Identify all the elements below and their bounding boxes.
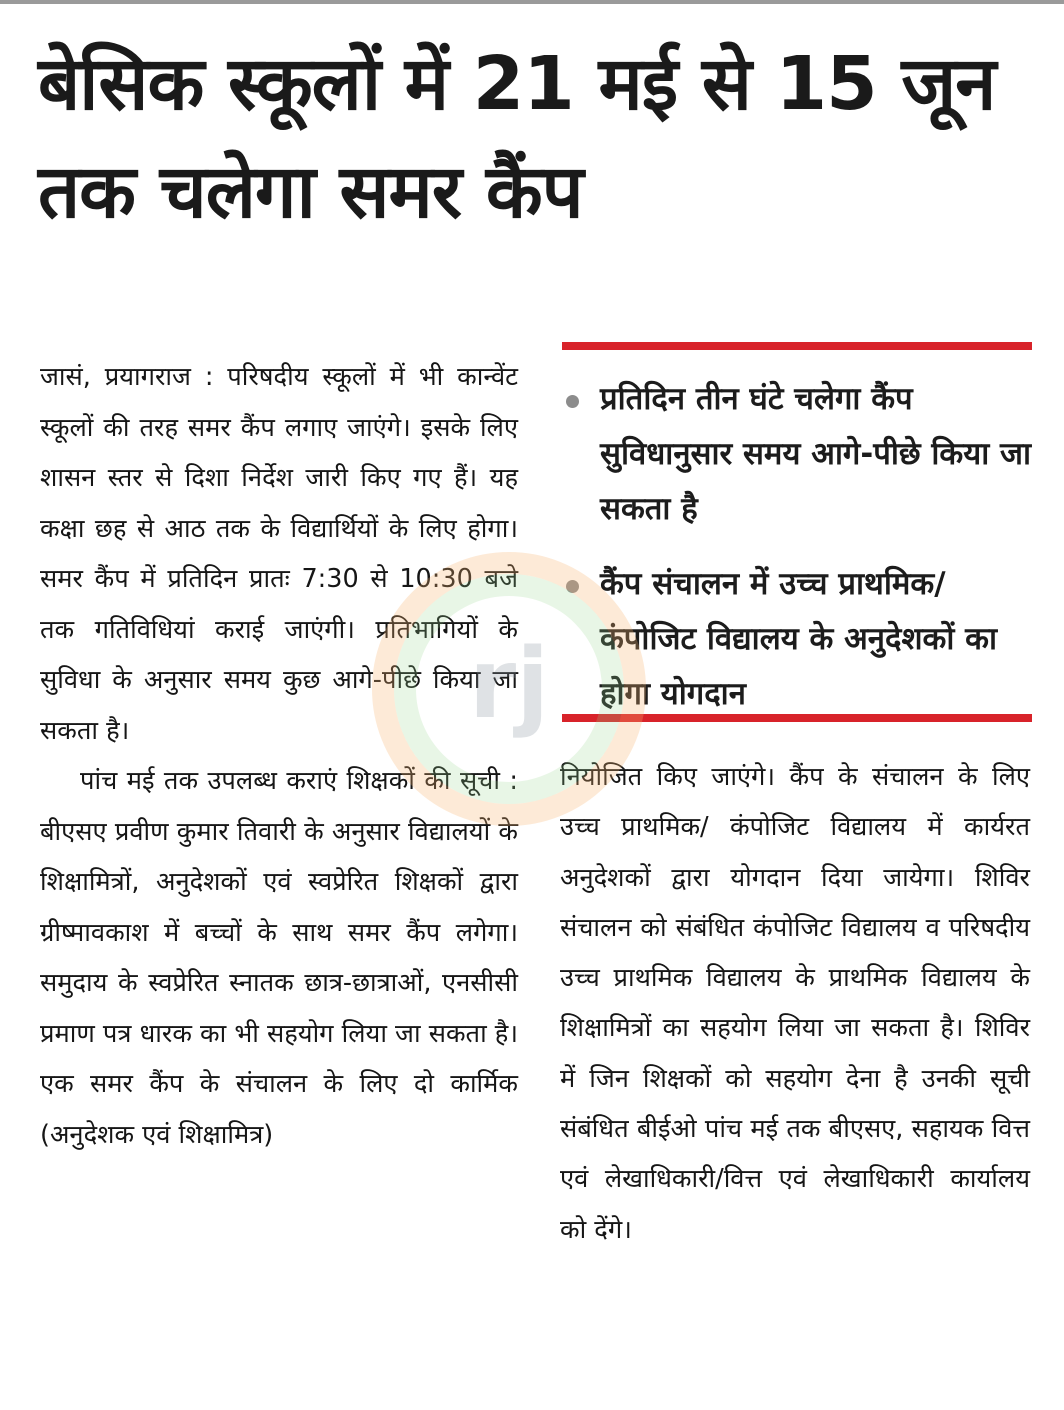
article-column-right bbox=[560, 752, 1030, 1255]
highlight-box bbox=[560, 372, 1032, 722]
article-paragraph-3: नियोजित किए जाएंगे। कैंप के संचालन के लिए उच्च प्राथमिक/ कंपोजिट विद्यालय में कार्यरत अनुदेशकों द्वारा योगदान दिया जायेगा। शिविर संचालन को संबंधित कंपोजिट विद्यालय व परिषदीय उच्च प्राथमिक विद्यालय के प्राथमिक विद्यालय के शिक्षामित्रों का सहयोग लिया जा सकता है। शिविर में जिन शिक्षकों को सहयोग देना है उनकी सूची संबंधित बीईओ पांच मई तक बीएसए, सहायक वित्त एवं लेखाधिकारी/वित्त एवं लेखाधिकारी कार्यालय को देंगे। bbox=[560, 762, 1030, 1245]
article-paragraph-1: जासं, प्रयागराज : परिषदीय स्कूलों में भी कान्वेंट स्कूलों की तरह समर कैंप लगाए जाएंगे। इसके लिए शासन स्तर से दिशा निर्देश जारी किए गए हैं। यह कक्षा छह से आठ तक के विद्यार्थियों के लिए होगा। समर कैंप में प्रतिदिन प्रातः 7:30 से 10:30 बजे तक गतिविधियां कराई जाएंगी। प्रतिभागियों के सुविधा के अनुसार समय कुछ आगे-पीछे किया जा सकता है। bbox=[40, 362, 518, 746]
top-border-line bbox=[0, 0, 1064, 4]
highlight-box-top-rule bbox=[562, 342, 1032, 350]
highlight-text: कैंप संचालन में उच्च प्राथमिक/ कंपोजिट विद्यालय के अनुदेशकों का होगा योगदान bbox=[600, 566, 998, 712]
article-column-left bbox=[40, 352, 518, 1160]
highlight-box-bottom-rule bbox=[562, 714, 1032, 722]
highlight-item bbox=[560, 557, 1032, 722]
highlight-item bbox=[560, 372, 1032, 537]
highlight-text: प्रतिदिन तीन घंटे चलेगा कैंप सुविधानुसार समय आगे-पीछे किया जा सकता है bbox=[600, 381, 1032, 527]
watermark-logo-text: rj bbox=[468, 628, 550, 740]
bullet-icon bbox=[566, 395, 579, 408]
headline: बेसिक स्कूलों में 21 मई से 15 जून तक चलेगा समर कैंप bbox=[38, 41, 996, 235]
bullet-icon bbox=[566, 580, 579, 593]
article-paragraph-2: पांच मई तक उपलब्ध कराएं शिक्षकों की सूची : बीएसए प्रवीण कुमार तिवारी के अनुसार विद्यालयों के शिक्षामित्रों, अनुदेशकों एवं स्वप्रेरित शिक्षकों द्वारा ग्रीष्मावकाश में बच्चों के साथ समर कैंप लगेगा। समुदाय के स्वप्रेरित स्नातक छात्र-छात्राओं, एनसीसी प्रमाण पत्र धारक का भी सहयोग लिया जा सकता है। एक समर कैंप के संचालन के लिए दो कार्मिक (अनुदेशक एवं शिक्षामित्र) bbox=[40, 766, 518, 1150]
